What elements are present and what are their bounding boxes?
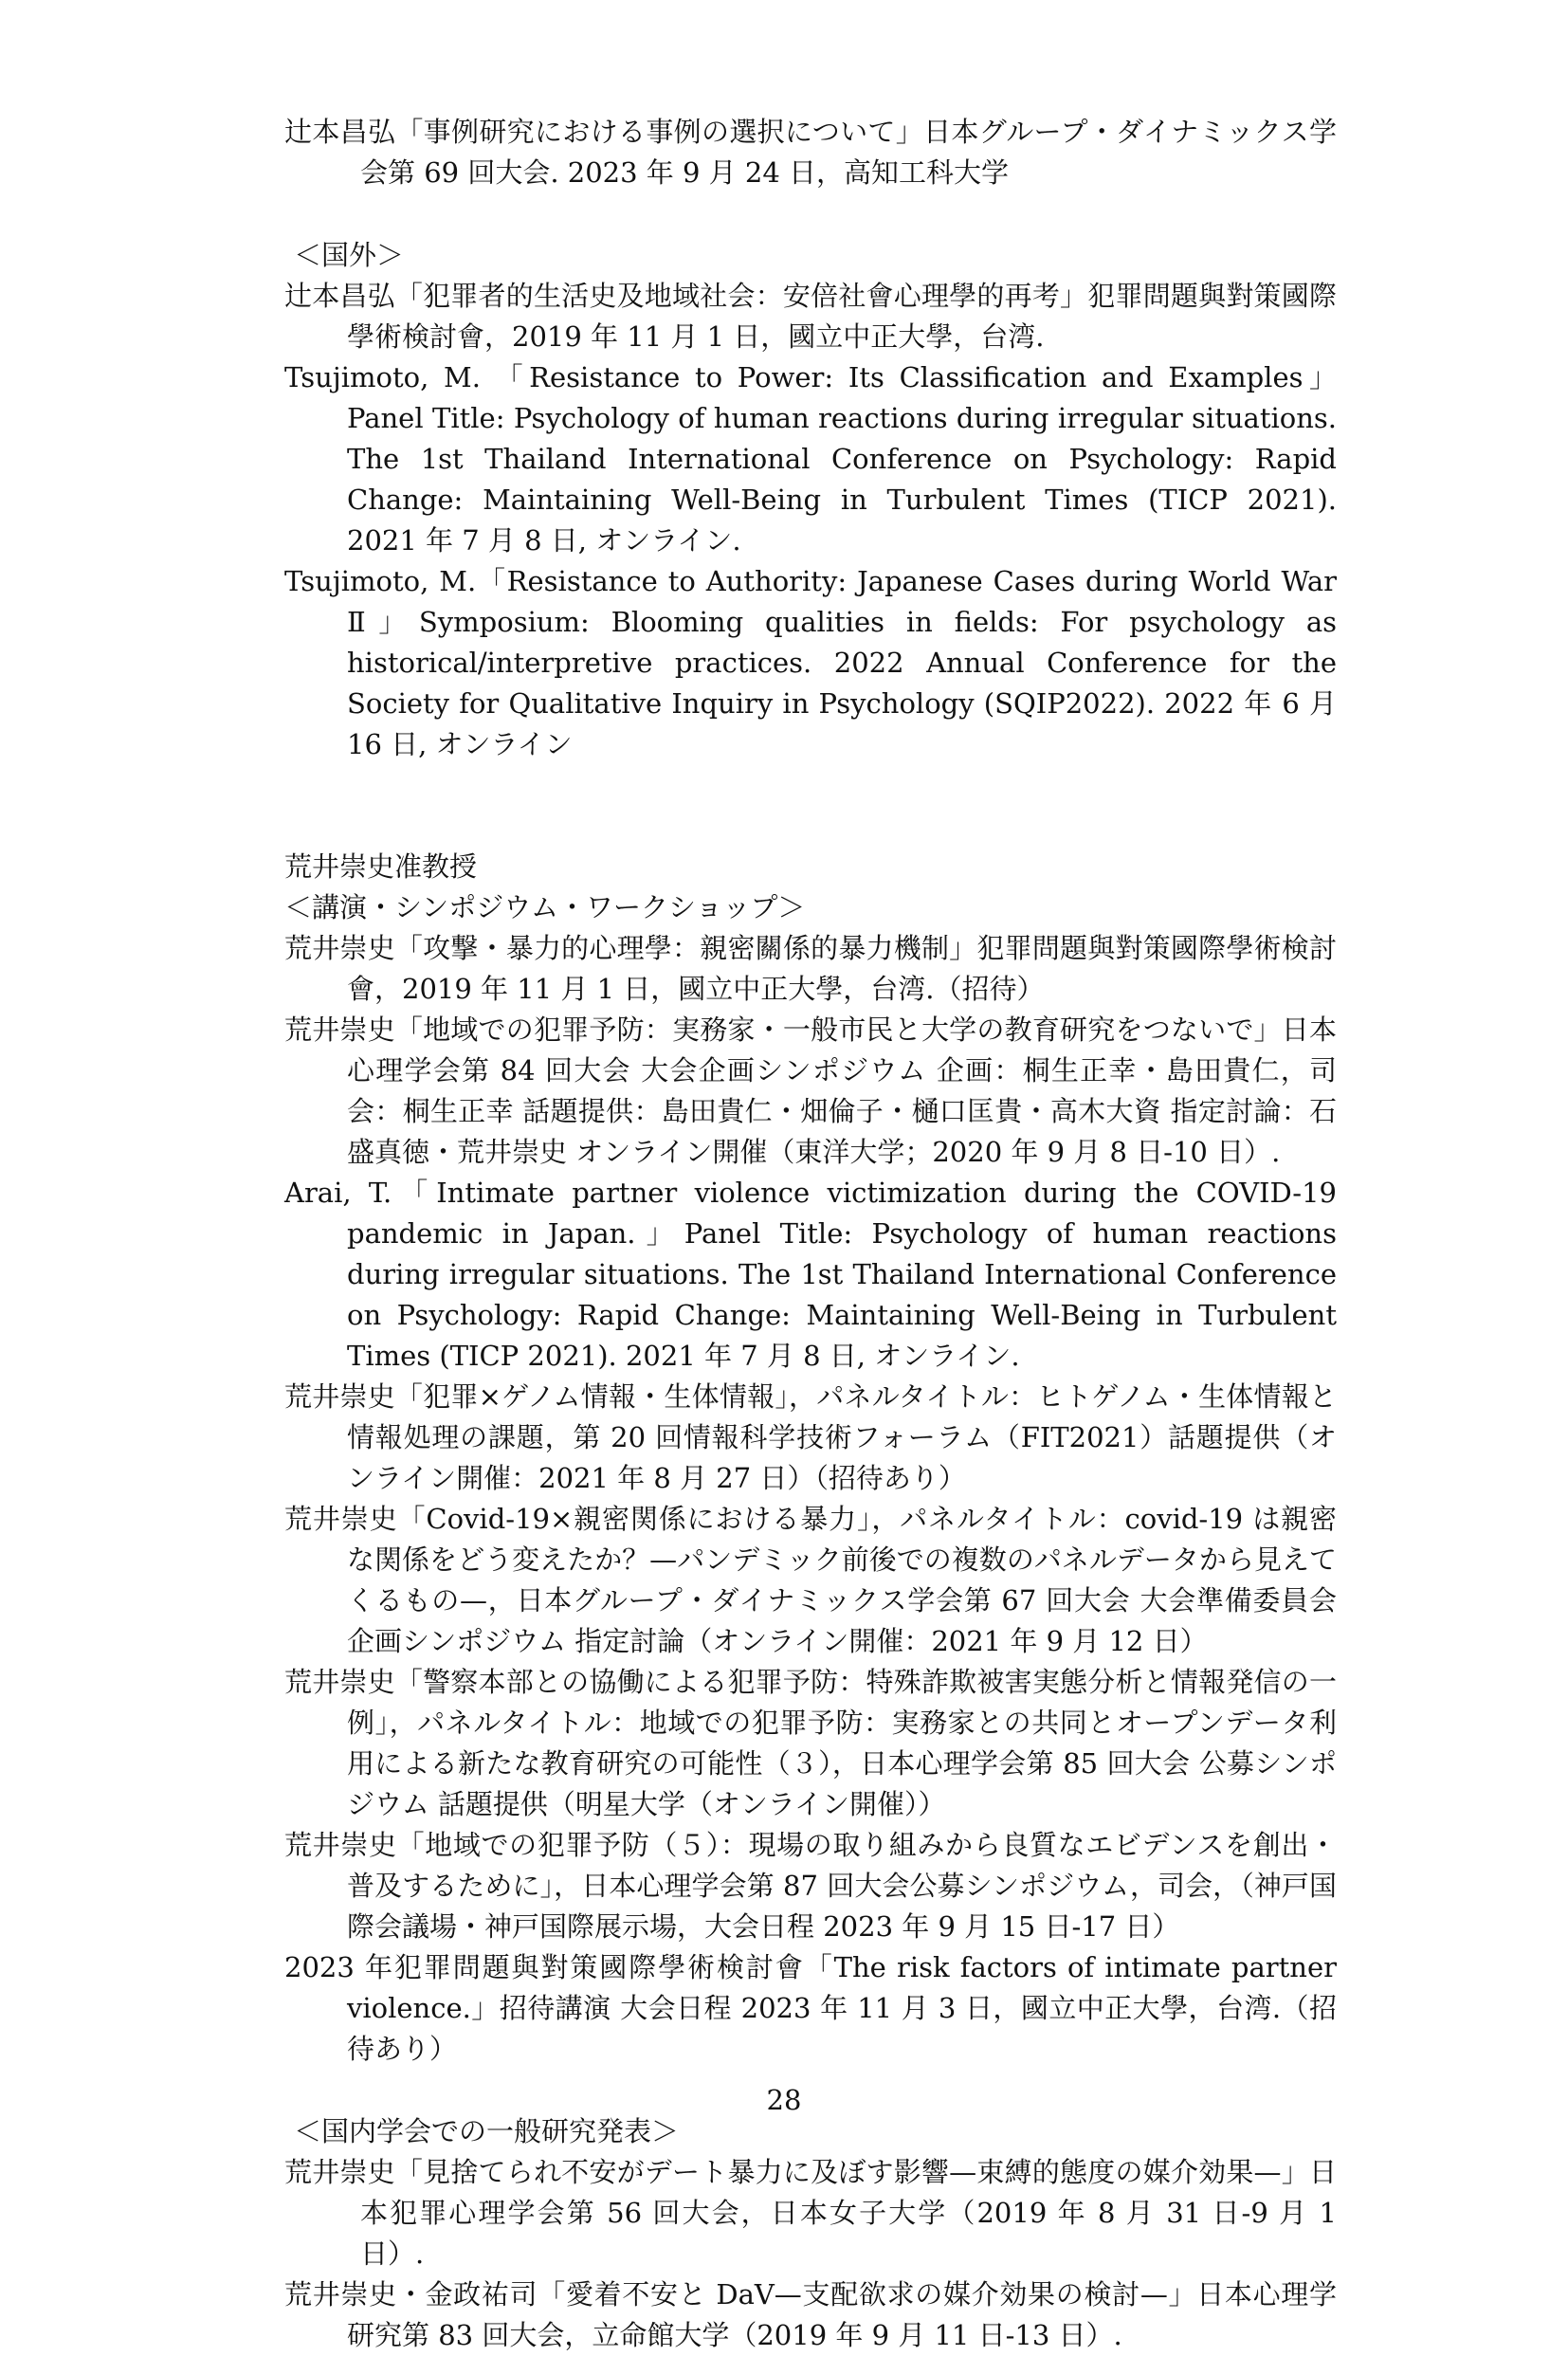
spacer — [284, 765, 1337, 847]
list-item: 辻本昌弘「犯罪者的生活史及地域社会：安倍社會心理學的再考」犯罪問題與對策國際學術検討會，2019 年 11 月 1 日，國立中正大學，台湾. — [284, 280, 1337, 353]
list-item: 荒井崇史「Covid-19×親密関係における暴力」，パネルタイトル：covid-19 は親密な関係をどう変えたか？—パンデミック前後での複数のパネルデータから見えてくるもの—，日本グループ・ダイナミックス学会第 67 回大会 大会準備委員会企画シンポジウム 指定討論（オンライン開催：2021 年 9 月 12 日） — [284, 1503, 1337, 1657]
page-number: 28 — [766, 2084, 802, 2116]
list-item: 荒井崇史「地域での犯罪予防（５）：現場の取り組みから良質なエビデンスを創出・普及するために」，日本心理学会第 87 回大会公募シンポジウム，司会，（神戸国際会議場・神戸国際展示場，大会日程 2023 年 9 月 15 日-17 日） — [284, 1829, 1337, 1943]
list-item: 荒井崇史「犯罪×ゲノム情報・生体情報」，パネルタイトル：ヒトゲノム・生体情報と情報処理の課題，第 20 回情報科学技術フォーラム（FIT2021）話題提供（オンライン開催：2021 年 8 月 27 日）（招待あり） — [284, 1380, 1337, 1494]
person-heading: 荒井崇史准教授 — [284, 850, 478, 883]
list-item: 荒井崇史「攻撃・暴力的心理學：親密關係的暴力機制」犯罪問題與對策國際學術検討會，2019 年 11 月 1 日，國立中正大學，台湾.（招待） — [284, 932, 1337, 1005]
spacer — [284, 193, 1337, 235]
list-item: Arai, T.「Intimate partner violence victimization during the COVID-19 pandemic in Japan.」Panel Title: Psychology of human reactions during irregular situations. The 1st Thailand International Conference on Psychology: Rapid Change: Maintaining Well-Being in Turbulent Times (TICP 2021). 2021 年 7 月 8 日, オンライン. — [284, 1177, 1337, 1372]
section-heading-domestic: ＜国内学会での一般研究発表＞ — [294, 2115, 680, 2147]
list-item: 荒井崇史・金政祐司「愛着不安と DaV—支配欲求の媒介効果の検討—」日本心理学研究第 83 回大会，立命館大学（2019 年 9 月 11 日-13 日）. — [284, 2278, 1337, 2351]
document-body — [284, 112, 1337, 2356]
list-item: 荒井崇史「地域での犯罪予防：実務家・一般市民と大学の教育研究をつないで」日本心理学会第 84 回大会 大会企画シンポジウム 企画：桐生正幸・島田貴仁，司会：桐生正幸 話題提供：島田貴仁・畑倫子・樋口匡貴・高木大資 指定討論：石盛真徳・荒井崇史 オンライン開催（東洋大学；2020 年 9 月 8 日-10 日）. — [284, 1014, 1337, 1168]
list-item: 荒井崇史「警察本部との協働による犯罪予防：特殊詐欺被害実態分析と情報発信の一例」，パネルタイトル：地域での犯罪予防：実務家との共同とオープンデータ利用による新たな教育研究の可能性（３），日本心理学会第 85 回大会 公募シンポジウム 話題提供（明星大学（オンライン開催）） — [284, 1666, 1337, 1820]
section-heading-lectures: ＜講演・シンポジウム・ワークショップ＞ — [284, 891, 806, 923]
list-item: Tsujimoto, M.「Resistance to Authority: Japanese Cases during World War Ⅱ」Symposium: Blooming qualities in fields: For psychology as historical/interpretive practices. 2022 Annual Conference for the Society for Qualitative Inquiry in Psychology (SQIP2022). 2022 年 6 月 16 日, オンライン — [284, 565, 1337, 760]
section-heading-foreign: ＜国外＞ — [294, 239, 405, 271]
list-item: 荒井崇史「見捨てられ不安がデート暴力に及ぼす影響—束縛的態度の媒介効果—」日本犯罪心理学会第 56 回大会，日本女子大学（2019 年 8 月 31 日-9 月 1 日）. — [284, 2156, 1337, 2270]
list-item: Tsujimoto, M. 「Resistance to Power: Its Classification and Examples」Panel Title: Psychology of human reactions during irregular situations. The 1st Thailand International Conference on Psychology: Rapid Change: Maintaining Well-Being in Turbulent Times (TICP 2021). 2021 年 7 月 8 日, オンライン. — [284, 361, 1337, 557]
list-item: 辻本昌弘「事例研究における事例の選択について」日本グループ・ダイナミックス学会第 69 回大会. 2023 年 9 月 24 日，高知工科大学 — [284, 116, 1337, 189]
list-item: 2023 年犯罪問題與對策國際學術検討會「The risk factors of intimate partner violence.」招待講演 大会日程 2023 年 11 月 3 日，國立中正大學，台湾.（招待あり） — [284, 1951, 1337, 2065]
